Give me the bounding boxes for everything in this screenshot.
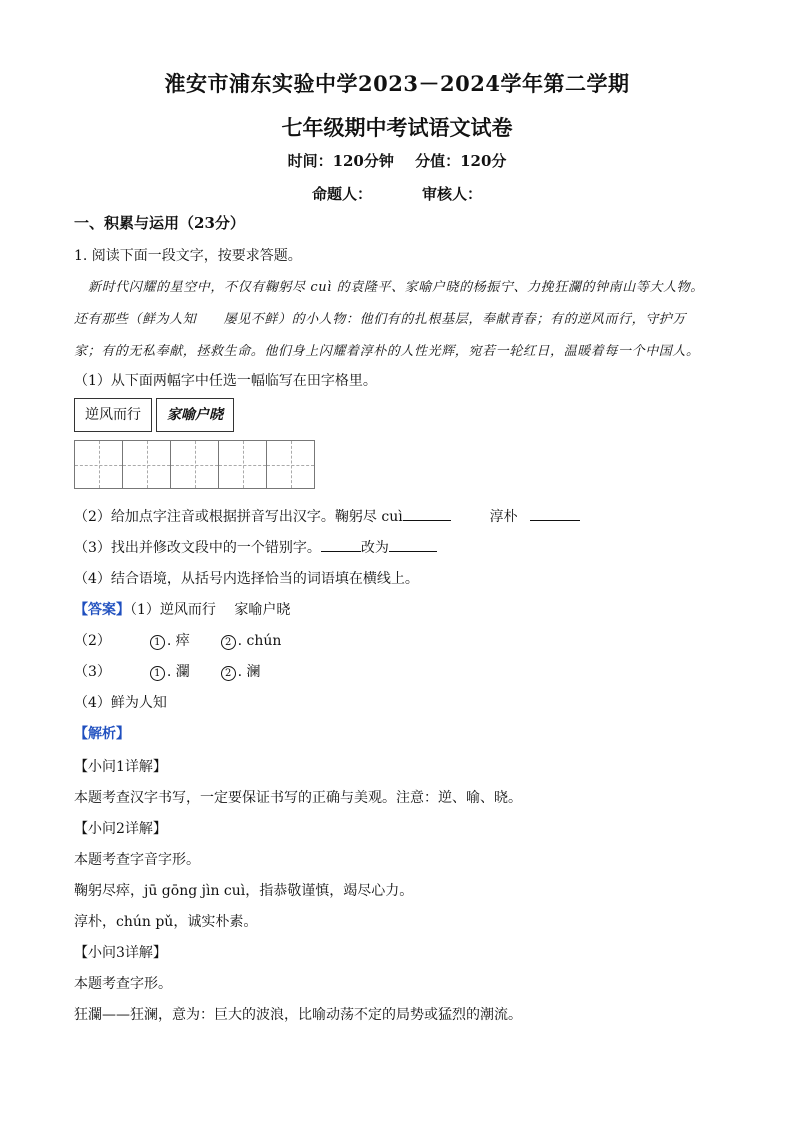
analysis-q2-heading: 【小问2详解】 xyxy=(74,821,167,837)
grid-cell[interactable] xyxy=(122,440,171,489)
analysis-tag: 【解析】 xyxy=(74,726,130,742)
answer-2-opt2: chún xyxy=(246,633,282,649)
answer-tag: 【答案】 xyxy=(74,602,130,618)
exam-meta xyxy=(0,150,794,171)
analysis-q2-body: 本题考查字音字形。 xyxy=(74,852,200,868)
question-prompt: 1. 阅读下面一段文字，按要求答题。 xyxy=(74,248,302,264)
passage-line-1: 新时代闪耀的星空中，不仅有鞠躬尽 cuì 的袁隆平、家喻户晓的杨振宁、力挽狂瀾的钟南山等大人物。 xyxy=(88,280,704,295)
exam-title-line1: 淮安市浦东实验中学2023－2024学年第二学期 xyxy=(164,71,630,96)
grid-cell[interactable] xyxy=(170,440,219,489)
author-label: 命题人： xyxy=(312,185,373,203)
analysis-q2-line1: 鞠躬尽瘁，jū gōng jìn cuì，指恭敬谨慎，竭尽心力。 xyxy=(74,883,414,899)
circle-number-2: 2 xyxy=(221,666,236,681)
sub-question-3 xyxy=(74,537,437,557)
passage-line-2: 还有那些（鲜为人知 屡见不鲜）的小人物：他们有的扎根基层，奉献青春；有的逆风而行，守护万 xyxy=(74,312,687,327)
exam-title-line2: 七年级期中考试语文试卷 xyxy=(281,115,513,140)
copy-box-2: 家喻户晓 xyxy=(156,398,234,432)
answer-3-label: （3） xyxy=(74,664,111,680)
sub3-text: （3）找出并修改文段中的一个错别字。 xyxy=(74,540,321,556)
answer-blank[interactable] xyxy=(530,506,580,521)
sub-question-2 xyxy=(74,506,580,526)
exam-time: 时间：120分钟 xyxy=(287,152,394,170)
answer-line-4: （4）鲜为人知 xyxy=(74,695,167,711)
reviewer-label: 审核人： xyxy=(422,185,483,203)
answer-blank[interactable] xyxy=(321,537,361,552)
sub-question-1: （1）从下面两幅字中任选一幅临写在田字格里。 xyxy=(74,373,377,389)
exam-score: 分值：120分 xyxy=(415,152,507,170)
circle-number-1: 1 xyxy=(150,666,165,681)
answer-2-opt1: 瘁 xyxy=(175,633,190,649)
circle-number-2: 2 xyxy=(221,635,236,650)
analysis-q1-heading: 【小问1详解】 xyxy=(74,759,167,775)
grid-cell[interactable] xyxy=(266,440,315,489)
sub-question-4: （4）结合语境，从括号内选择恰当的词语填在横线上。 xyxy=(74,571,419,587)
section-heading: 一、积累与运用（23分） xyxy=(74,214,245,232)
tianzige-grid[interactable] xyxy=(75,440,315,489)
answer-line-3: （3） 1 . 瀾 2 . 澜 xyxy=(74,664,261,680)
answer-3-opt1: 瀾 xyxy=(175,664,190,680)
analysis-q2-line2: 淳朴，chún pǔ，诚实朴素。 xyxy=(74,914,258,930)
grid-cell[interactable] xyxy=(218,440,267,489)
analysis-q3-line1: 狂瀾——狂澜，意为：巨大的波浪，比喻动荡不定的局势或猛烈的潮流。 xyxy=(74,1007,522,1023)
analysis-q1-body: 本题考查汉字书写，一定要保证书写的正确与美观。注意：逆、喻、晓。 xyxy=(74,790,522,806)
answer-line-2: （2） 1 . 瘁 2 . chún xyxy=(74,633,282,649)
sub3-mid: 改为 xyxy=(360,540,389,556)
analysis-q3-heading: 【小问3详解】 xyxy=(74,945,167,961)
answer-3-opt2: 澜 xyxy=(246,664,261,680)
answer-blank[interactable] xyxy=(403,506,451,521)
circle-number-1: 1 xyxy=(150,635,165,650)
sub2-word2: 淳朴 xyxy=(489,509,518,525)
passage-line-3: 家；有的无私奉献，拯救生命。他们身上闪耀着淳朴的人性光辉，宛若一轮红日，温暖着每一个中国人。 xyxy=(74,344,700,359)
answer-2-label: （2） xyxy=(74,633,111,649)
answer-blank[interactable] xyxy=(389,537,437,552)
sub2-text: （2）给加点字注音或根据拼音写出汉字。鞠躬尽 cuì xyxy=(74,509,403,525)
copy-options xyxy=(74,398,234,432)
copy-box-1: 逆风而行 xyxy=(74,398,152,432)
answer-1: （1）逆风而行 家喻户晓 xyxy=(130,602,291,618)
grid-cell[interactable] xyxy=(74,440,123,489)
analysis-q3-body: 本题考查字形。 xyxy=(74,976,172,992)
answer-line-1 xyxy=(74,599,290,619)
